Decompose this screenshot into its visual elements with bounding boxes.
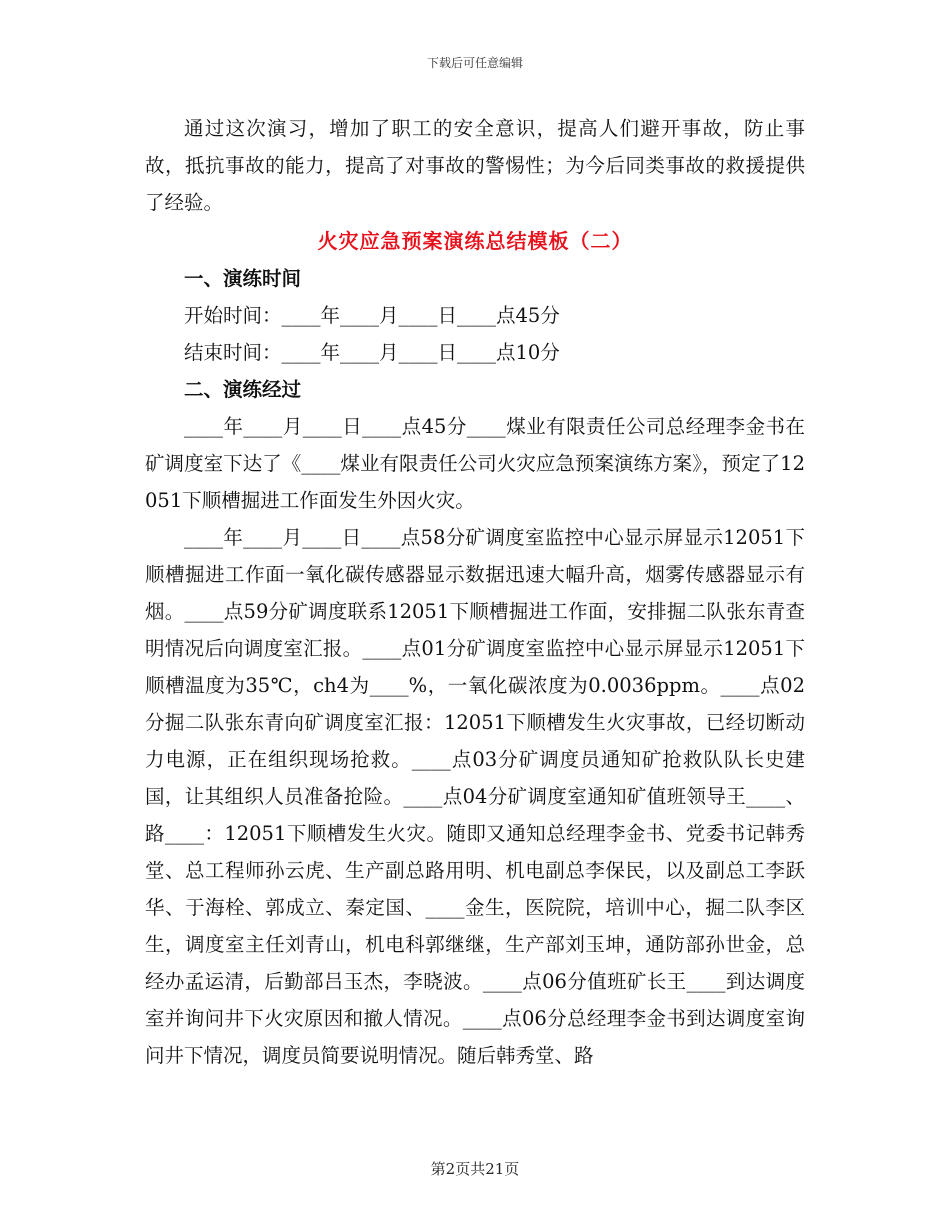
page-header: 下载后可任意编辑 [426,56,523,70]
end-time-line: 结束时间：____年____月____日____点10分 [184,341,560,364]
section-heading-process: 二、演练经过 [184,378,302,401]
document-title: 火灾应急预案演练总结模板（二） [317,229,633,253]
document-body [145,110,805,1074]
process-paragraph-2: ____年____月____日____点58分矿调度室监控中心显示屏显示12051下顺槽掘进工作面一氧化碳传感器显示数据迅速大幅升高，烟雾传感器显示有烟。____点59分矿调度联系12051下顺槽掘进工作面，安排掘二队张东青查明情况后向调度室汇报。____点01分矿调度室监控中心显示屏显示12051下顺槽温度为35℃，ch4为____%，一氧化碳浓度为0.0036ppm。____点02分掘二队张东青向矿调度室汇报：12051下顺槽发生火灾事故，已经切断动力电源，正在组织现场抢救。____点03分矿调度员通知矿抢救队队长史建国，让其组织人员准备抢险。____点04分矿调度室通知矿值班领导王____、路____：12051下顺槽发生火灾。随即又通知总经理李金书、党委书记韩秀堂、总工程师孙云虎、生产副总路用明、机电副总李保民，以及副总工李跃华、于海栓、郭成立、秦定国、____金生，医院院，培训中心，掘二队李区生，调度室主任刘青山，机电科郭继继，生产部刘玉坤，通防部孙世金，总经办孟运清，后勤部吕玉杰，李晓波。____点06分值班矿长王____到达调度室并询问井下火灾原因和撤人情况。____点06分总经理李金书到达调度室询问井下情况，调度员简要说明情况。随后韩秀堂、路 [145,526,805,1067]
start-time-line: 开始时间：____年____月____日____点45分 [184,304,560,327]
intro-paragraph: 通过这次演习，增加了职工的安全意识，提高人们避开事故，防止事故，抵抗事故的能力，提高了对事故的警惕性；为今后同类事故的救援提供了经验。 [145,117,805,214]
process-paragraph-1: ____年____月____日____点45分____煤业有限责任公司总经理李金书在矿调度室下达了《____煤业有限责任公司火灾应急预案演练方案》，预定了12051下顺槽掘进工作面发生外因火灾。 [145,415,805,512]
section-heading-time: 一、演练时间 [184,267,302,290]
page-number: 第2页共21页 [430,1160,520,1178]
